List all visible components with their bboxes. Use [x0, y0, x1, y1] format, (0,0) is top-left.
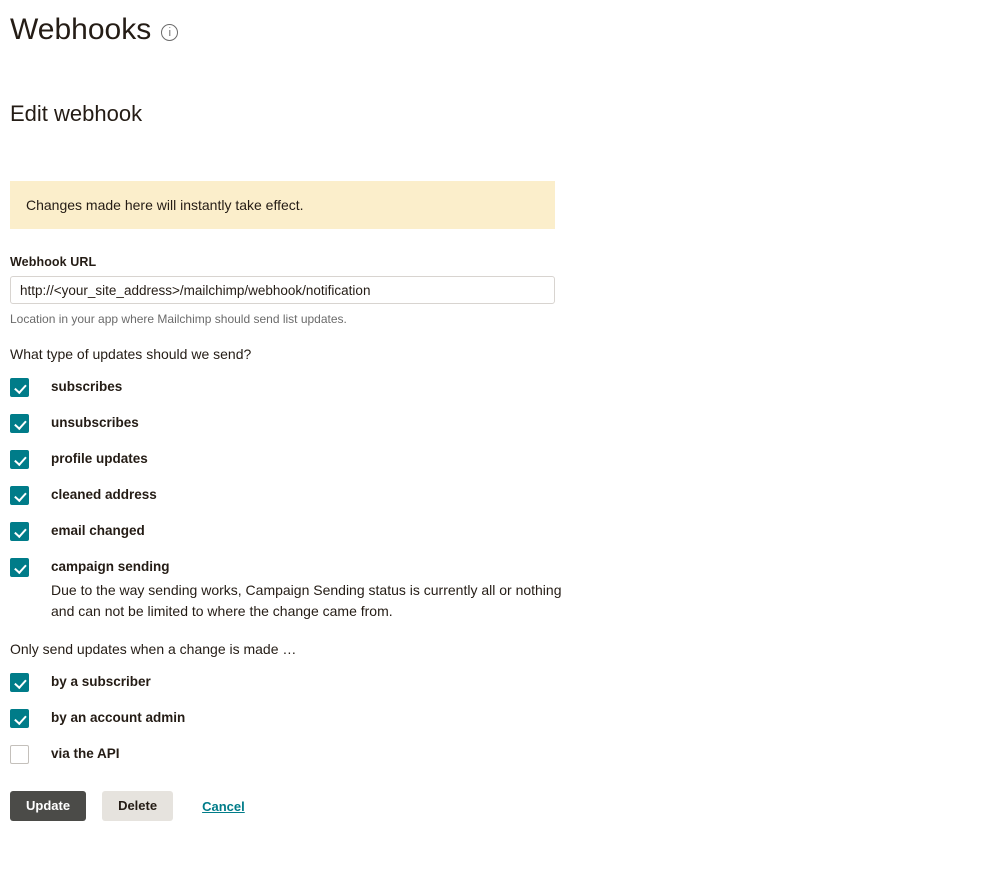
cancel-link[interactable]: Cancel — [202, 798, 245, 814]
checkbox-label-unsubscribes: unsubscribes — [51, 415, 139, 430]
webhook-url-help: Location in your app where Mailchimp should send list updates. — [10, 312, 347, 326]
checkbox-via-the-api[interactable] — [10, 745, 29, 764]
delete-button[interactable]: Delete — [102, 791, 173, 821]
checkbox-row-campaign-sending[interactable] — [10, 557, 1008, 622]
update-types-question: What type of updates should we send? — [10, 346, 252, 362]
campaign-sending-note: Due to the way sending works, Campaign Sending status is currently all or nothing and can not be limited to where the change came from. — [51, 582, 562, 619]
checkbox-label-via-the-api: via the API — [51, 746, 120, 761]
checkbox-label-subscribes: subscribes — [51, 379, 123, 394]
checkbox-label-by-an-account-admin: by an account admin — [51, 710, 186, 725]
info-icon[interactable] — [161, 24, 178, 41]
checkbox-unsubscribes[interactable] — [10, 414, 29, 433]
page-title — [10, 0, 1008, 47]
checkbox-campaign-sending[interactable] — [10, 558, 29, 577]
checkbox-row-email-changed[interactable] — [10, 521, 1008, 541]
checkbox-row-by-a-subscriber[interactable] — [10, 672, 1008, 692]
checkbox-email-changed[interactable] — [10, 522, 29, 541]
checkbox-row-via-the-api[interactable] — [10, 744, 1008, 764]
checkbox-subscribes[interactable] — [10, 378, 29, 397]
checkbox-row-subscribes[interactable] — [10, 377, 1008, 397]
webhook-url-label: Webhook URL — [10, 255, 97, 269]
webhook-url-input[interactable] — [10, 276, 555, 304]
checkbox-label-email-changed: email changed — [51, 523, 145, 538]
checkbox-row-cleaned-address[interactable] — [10, 485, 1008, 505]
section-title: Edit webhook — [10, 101, 143, 126]
checkbox-label-by-a-subscriber: by a subscriber — [51, 674, 151, 689]
sources-question: Only send updates when a change is made … — [10, 641, 297, 657]
page-title-text: Webhooks — [10, 13, 152, 46]
checkbox-row-by-an-account-admin[interactable] — [10, 708, 1008, 728]
checkbox-label-profile-updates: profile updates — [51, 451, 148, 466]
checkbox-by-a-subscriber[interactable] — [10, 673, 29, 692]
checkbox-cleaned-address[interactable] — [10, 486, 29, 505]
checkbox-row-unsubscribes[interactable] — [10, 413, 1008, 433]
checkbox-row-profile-updates[interactable] — [10, 449, 1008, 469]
checkbox-profile-updates[interactable] — [10, 450, 29, 469]
checkbox-by-an-account-admin[interactable] — [10, 709, 29, 728]
checkbox-label-campaign-sending: campaign sending — [51, 559, 170, 574]
form-actions — [10, 791, 1008, 821]
instant-effect-notice: Changes made here will instantly take effect. — [10, 181, 555, 229]
update-button[interactable]: Update — [10, 791, 86, 821]
checkbox-label-cleaned-address: cleaned address — [51, 487, 157, 502]
